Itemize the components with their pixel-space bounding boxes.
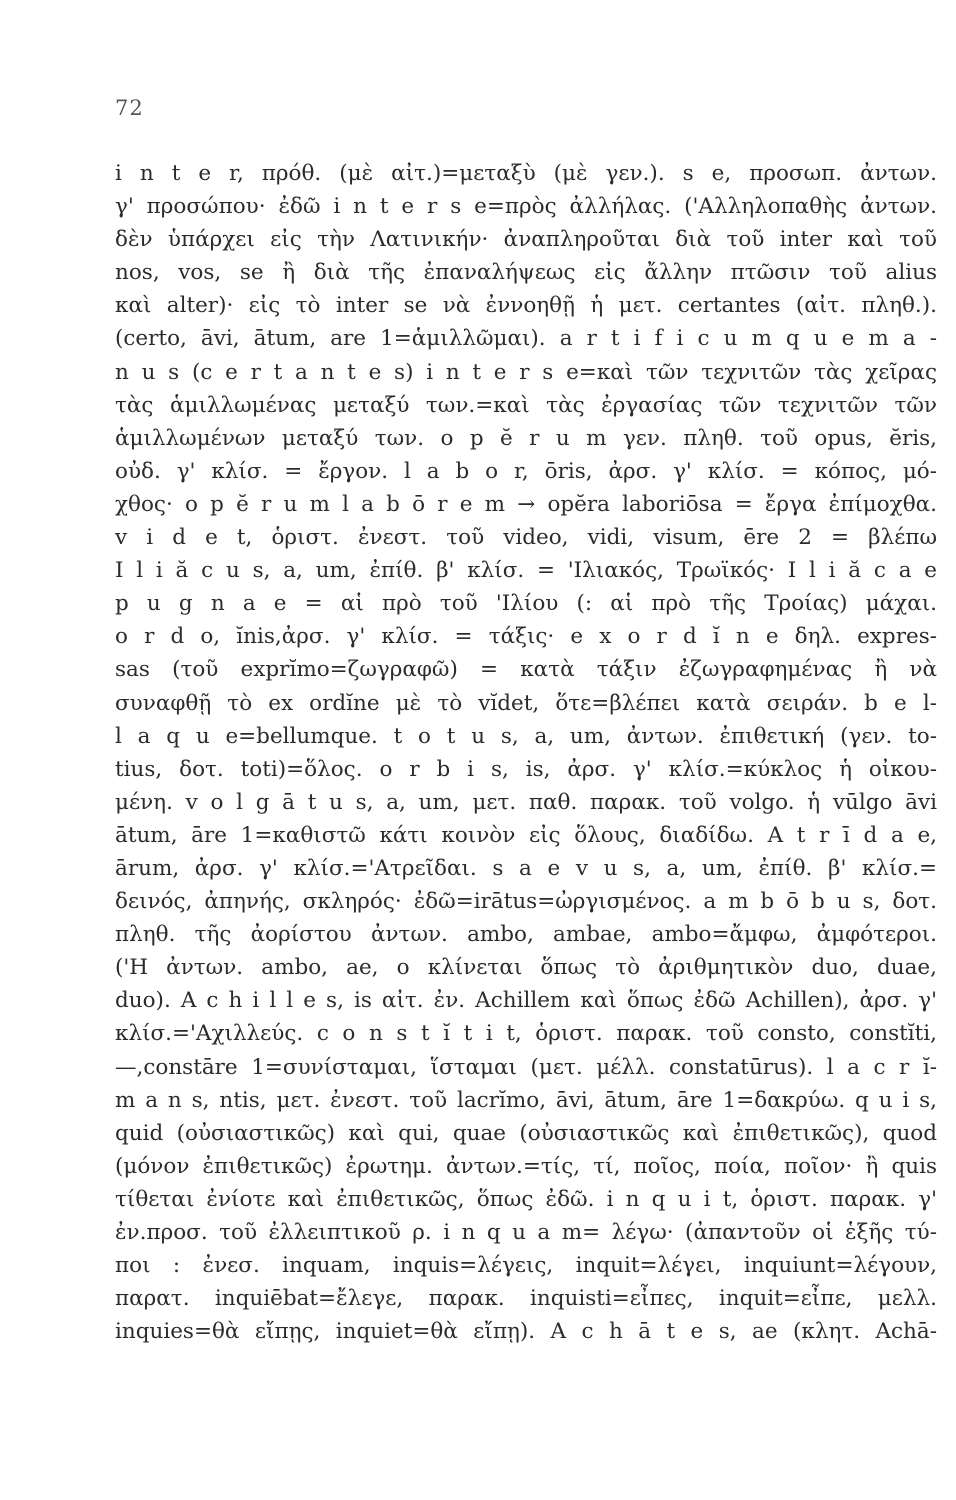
text-line: κλίσ.='Αχιλλεύς. c o n s t ĭ t i t, ὁριστ. παρακ. τοῦ consto, constĭti,: [115, 1021, 937, 1047]
text-line: δὲν ὑπάρχει εἰς τὴν Λατινικήν· ἀναπληροῦται διὰ τοῦ inter καὶ τοῦ: [115, 227, 937, 253]
text-line: ('Η ἀντων. ambo, ae, o κλίνεται ὅπως τὸ ἀριθμητικὸν duo, duae,: [115, 955, 937, 981]
text-line: inquies=θὰ εἴπῃς, inquiet=θὰ εἴπῃ). A c h ā t e s, ae (κλητ. Achā-: [115, 1319, 937, 1345]
text-line: ātum, āre 1=καθιστῶ κάτι κοινὸν εἰς ὅλους, διαδίδω. A t r ī d a e,: [115, 822, 937, 848]
text-line: v i d e t, ὁριστ. ἐνεστ. τοῦ video, vidi, visum, ēre 2 = βλέπω: [115, 525, 937, 551]
text-line: o r d o, ĭnis,ἀρσ. γ' κλίσ. = τάξις· e x o r d ĭ n e δηλ. expres-: [115, 624, 937, 650]
text-line: χθος· o p ĕ r u m l a b ō r e m → opĕra laboriōsa = ἔργα ἐπίμοχθα.: [115, 491, 937, 517]
text-line: πληθ. τῆς ἀορίστου ἀντων. ambo, ambae, ambo=ἄμφω, ἀμφότεροι.: [115, 922, 937, 948]
page-number: 72: [115, 96, 144, 120]
text-line: ārum, ἀρσ. γ' κλίσ.='Ατρεῖδαι. s a e v u s, a, um, ἐπίθ. β' κλίσ.=: [115, 855, 937, 881]
text-line: m a n s, ntis, μετ. ἐνεστ. τοῦ lacrĭmo, āvi, ātum, āre 1=δακρύω. q u i s,: [115, 1087, 937, 1113]
text-line: quid (οὐσιαστικῶς) καὶ qui, quae (οὐσιαστικῶς καὶ ἐπιθετικῶς), quod: [115, 1120, 937, 1146]
text-line: παρατ. inquiēbat=ἔλεγε, παρακ. inquisti=εἶπες, inquit=εἶπε, μελλ.: [115, 1286, 937, 1312]
text-line: n u s (c e r t a n t e s) i n t e r s e=καὶ τῶν τεχνιτῶν τὰς χεῖρας: [115, 359, 937, 385]
text-line: tius, δοτ. toti)=ὅλος. o r b i s, is, ἀρσ. γ' κλίσ.=κύκλος ἡ οἰκου-: [115, 756, 937, 782]
text-line: (certo, āvi, ātum, are 1=ἁμιλλῶμαι). a r t i f i c u m q u e m a -: [115, 326, 937, 352]
text-line: οὐδ. γ' κλίσ. = ἔργον. l a b o r, ōris, ἀρσ. γ' κλίσ. = κόπος, μό-: [115, 458, 937, 484]
text-line: καὶ alter)· εἰς τὸ inter se νὰ ἐννοηθῇ ἡ μετ. certantes (αἰτ. πληθ.).: [115, 293, 937, 319]
text-line: μένη. v o l g ā t u s, a, um, μετ. παθ. παρακ. τοῦ volgo. ἡ vūlgo āvi: [115, 789, 937, 815]
text-line: ἐν.προσ. τοῦ ἐλλειπτικοῦ ρ. i n q u a m= λέγω· (ἀπαντοῦν οἱ ἑξῆς τύ-: [115, 1220, 937, 1245]
text-line: nos, vos, se ἢ διὰ τῆς ἐπαναλήψεως εἰς ἄλλην πτῶσιν τοῦ alius: [115, 260, 937, 286]
text-line: τὰς ἁμιλλωμένας μεταξύ των.=καὶ τὰς ἐργασίας τῶν τεχνιτῶν τῶν: [115, 392, 937, 418]
text-line: τίθεται ἐνίοτε καὶ ἐπιθετικῶς, ὅπως ἐδῶ. i n q u i t, ὁριστ. παρακ. γ': [115, 1186, 937, 1212]
text-line: δεινός, ἀπηνής, σκληρός· ἐδῶ=irātus=ὠργισμένος. a m b ō b u s, δοτ.: [115, 889, 937, 915]
text-line: ἁμιλλωμένων μεταξύ των. o p ĕ r u m γεν. πληθ. τοῦ opus, ĕris,: [115, 425, 937, 451]
text-line: ποι : ἐνεσ. inquam, inquis=λέγεις, inquit=λέγει, inquiunt=λέγουν,: [115, 1253, 937, 1279]
text-line: p u g n a e = αἱ πρὸ τοῦ 'Ιλίου (: αἱ πρὸ τῆς Τροίας) μάχαι.: [115, 591, 937, 617]
text-line: sas (τοῦ exprĭmo=ζωγραφῶ) = κατὰ τάξιν ἐζωγραφημένας ἢ νὰ: [115, 657, 937, 683]
text-line: l a q u e=bellumque. t o t u s, a, um, ἀντων. ἐπιθετική (γεν. to-: [115, 723, 937, 749]
text-line: duo). A c h i l l e s, is αἰτ. ἐν. Achillem καὶ ὅπως ἐδῶ Achillen), ἀρσ. γ': [115, 988, 937, 1014]
text-line: I l i ă c u s, a, um, ἐπίθ. β' κλίσ. = 'Ιλιακός, Τρωϊκός· I l i ă c a e: [115, 558, 937, 584]
text-line: (μόνον ἐπιθετικῶς) ἐρωτημ. ἀντων.=τίς, τί, ποῖος, ποία, ποῖον· ἢ quis: [115, 1153, 937, 1179]
text-line: i n t e r, πρόθ. (μὲ αἰτ.)=μεταξὺ (μὲ γεν.). s e, προσωπ. ἀντων.: [115, 161, 937, 186]
text-line: —,constāre 1=συνίσταμαι, ἵσταμαι (μετ. μέλλ. constatūrus). l a c r ĭ-: [115, 1054, 937, 1080]
text-line: γ' προσώπου· ἐδῶ i n t e r s e=πρὸς ἀλλήλας. ('Αλληλοπαθὴς ἀντων.: [115, 194, 937, 220]
text-line: συναφθῇ τὸ ex ordĭne μὲ τὸ vĭdet, ὅτε=βλέπει κατὰ σειράν. b e l-: [115, 690, 937, 716]
body-text: [115, 157, 937, 1348]
